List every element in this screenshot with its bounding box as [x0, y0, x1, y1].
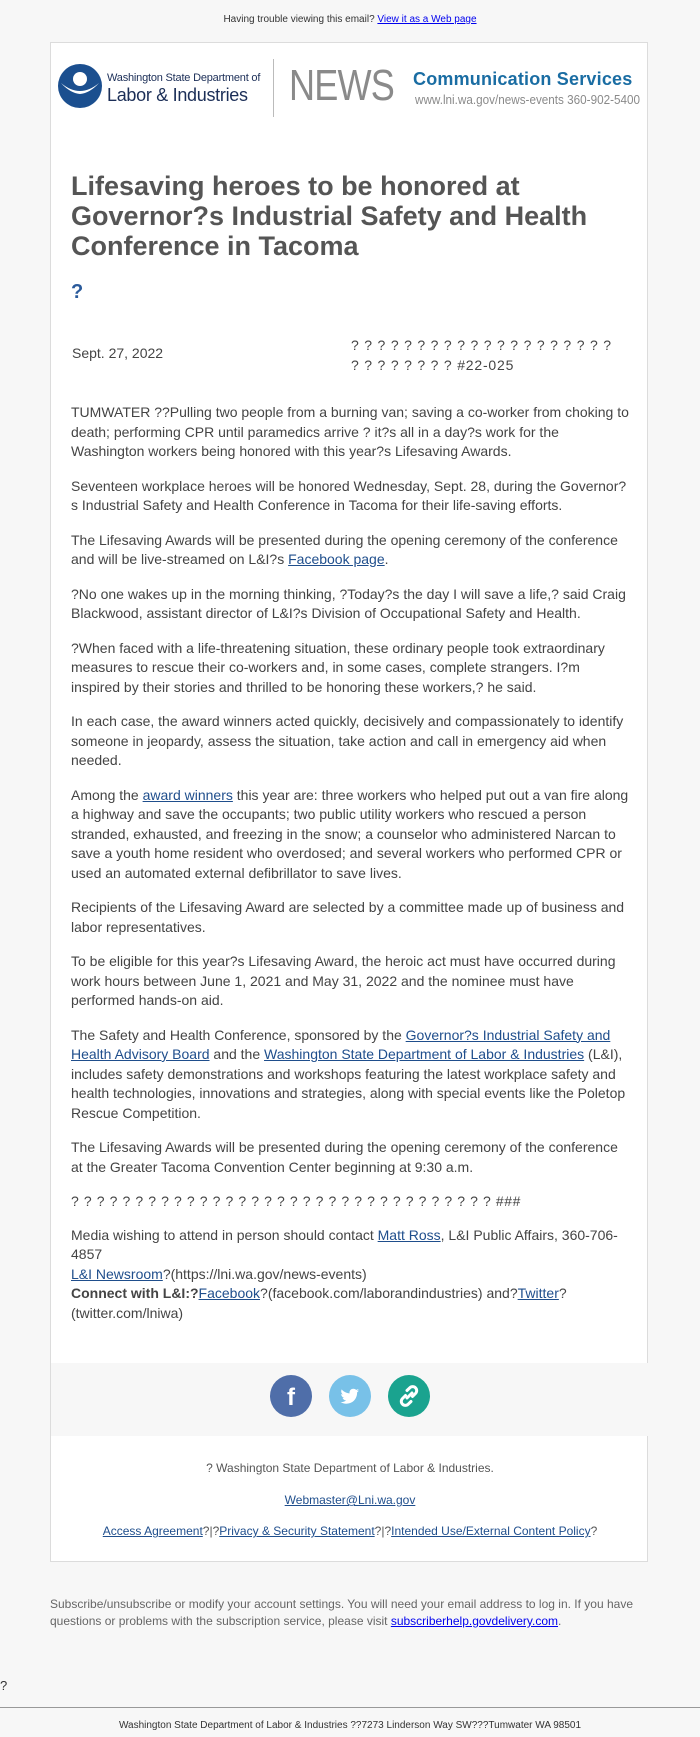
paragraph: ?When faced with a life-threatening situation, these ordinary people took extraordinary measures to rescue their co-workers and, in some cases, complete strangers. I?m inspired by their stories and thrilled to be honoring these workers,? he said. [71, 639, 605, 695]
newsroom-link[interactable]: L&I Newsroom [71, 1265, 163, 1282]
lni-department-link[interactable]: Washington State Department of Labor & Industries [264, 1046, 585, 1062]
news-header [51, 43, 649, 133]
policy-links: Access Agreement?|?Privacy & Security Statement?|?Intended Use/External Content Policy? [102, 1524, 598, 1538]
preheader-text: Having trouble viewing this email? [223, 14, 375, 25]
article-body [71, 403, 631, 1323]
webmaster-email-link[interactable]: Webmaster@Lni.wa.gov [284, 1493, 416, 1507]
release-date: Sept. 27, 2022 [72, 345, 164, 361]
matt-ross-link[interactable]: Matt Ross [377, 1226, 441, 1243]
end-marker: ? ? ? ? ? ? ? ? ? ? ? ? ? ? ? ? ? ? ? ? ? ? ? ? ? ? ? ? ? ? ? ? ? ### [71, 1193, 522, 1209]
paragraph: The Lifesaving Awards will be presented during the opening ceremony of the conference at the Greater Tacoma Convention Center beginning at 9:30 a.m. [71, 1139, 618, 1175]
stray-character: ? [0, 1678, 8, 1693]
facebook-page-link[interactable]: Facebook page [288, 551, 385, 567]
news-wordmark: NEWS [289, 61, 394, 110]
department-line-1: Washington State Department of [107, 72, 261, 84]
email-card [50, 42, 648, 1562]
paragraph: TUMWATER ??Pulling two people from a burning van; saving a co-worker from choking to death; performing CPR until paramedics arrive ? it?s all in a day?s work for the Washington workers being honored with this year?s Lifesaving Awards. [71, 404, 629, 459]
svg-text:f: f [287, 1384, 295, 1411]
subscription-notice: Subscribe/unsubscribe or modify your account settings. You will need your email address to log in. If you have questions or problems with the subscription service, please visit subscriberhelp.govdelivery.com. [50, 1597, 633, 1628]
communication-services-label: Communication Services [413, 69, 633, 89]
paragraph: In each case, the award winners acted quickly, decisively and compassionately to identify someone in jeopardy, assess the situation, take action and call in emergency aid when needed. [71, 713, 624, 768]
mailing-address: Washington State Department of Labor & Industries ??7273 Linderson Way SW???Tumwater WA 98501 [118, 1720, 582, 1731]
connect-label: Connect with L&I:? [71, 1285, 199, 1301]
view-web-page-link[interactable]: View it as a Web page [377, 14, 477, 25]
subtitle: ? [71, 281, 84, 303]
headline: Lifesaving heroes to be honored at Governor?s Industrial Safety and Health Conference in Tacoma [71, 171, 588, 261]
twitter-share-button[interactable] [329, 1375, 371, 1417]
paragraph: To be eligible for this year?s Lifesaving Award, the heroic act must have occurred during work hours between June 1, 2021 and May 31, 2022 and the nominee must have performed hands-on aid. [71, 953, 616, 1008]
privacy-statement-link[interactable]: Privacy & Security Statement [219, 1524, 375, 1538]
facebook-icon [270, 1375, 312, 1417]
contact-line: www.lni.wa.gov/news-events 360-902-5400 [415, 92, 641, 107]
intended-use-link[interactable]: Intended Use/External Content Policy [391, 1524, 591, 1538]
footer-rule [0, 1707, 700, 1708]
media-contact: Media wishing to attend in person should contact Matt Ross, L&I Public Affairs, 360-706-4857 L&I Newsroom?(https://lni.wa.gov/news-events) Connect with L&I:?Facebook?(facebook.com/laborandindustries) and?Twitter?(twitter.com/lniwa) [71, 1226, 618, 1321]
header-divider [273, 59, 274, 117]
copy-link-button[interactable] [388, 1375, 430, 1417]
paragraph: The Safety and Health Conference, sponsored by the Governor?s Industrial Safety and Health Advisory Board and the Washington State Department of Labor & Industries (L&I), includes safety demonstrations and workshops featuring the latest workplace safety and health technologies, innovations and strategies, along with special events like the Poletop Rescue Competition. [71, 1026, 626, 1121]
award-winners-link[interactable]: award winners [142, 786, 233, 803]
preheader [0, 14, 700, 25]
release-number: ? ? ? ? ? ? ? ? ? ? ? ? ? ? ? ? ? ? ? ? ? ? ? ? ? ? ? ? #22-025 [351, 337, 612, 373]
paragraph: The Lifesaving Awards will be presented during the opening ceremony of the conference and will be live-streamed on L&I?s Facebook page. [71, 531, 618, 567]
access-agreement-link[interactable]: Access Agreement [102, 1524, 203, 1538]
link-icon [388, 1375, 430, 1417]
paragraph: Seventeen workplace heroes will be honored Wednesday, Sept. 28, during the Governor?s Industrial Safety and Health Conference in Tacoma for their life-saving efforts. [71, 477, 627, 513]
paragraph: ?No one wakes up in the morning thinking, ?Today?s the day I will save a life,? said Craig Blackwood, assistant director of L&I?s Division of Occupational Safety and Health. [71, 585, 626, 621]
facebook-link[interactable]: Facebook [198, 1285, 261, 1301]
paragraph: Recipients of the Lifesaving Award are selected by a committee made up of business and labor representatives. [71, 899, 625, 935]
facebook-share-button[interactable] [270, 1375, 312, 1417]
lni-logo-icon [57, 63, 103, 109]
advisory-board-link[interactable]: Governor?s Industrial Safety and Health Advisory Board [71, 1026, 611, 1062]
copyright-notice: ? Washington State Department of Labor & Industries. [206, 1461, 494, 1475]
subscriber-help-link[interactable]: subscriberhelp.govdelivery.com [390, 1614, 559, 1628]
webmaster-line [51, 1493, 649, 1507]
twitter-link[interactable]: Twitter [517, 1285, 559, 1301]
twitter-icon [329, 1375, 371, 1417]
department-line-2: Labor & Industries [107, 85, 248, 105]
paragraph: Among the award winners this year are: three workers who helped put out a van fire along a highway and save the occupants; two public utility workers who rescued a person stranded, exhausted, and freezing in the snow; a counselor who administered Narcan to save a youth home resident who overdosed; and several workers who performed CPR or used an automated external defibrillator to save lives. [71, 786, 629, 881]
